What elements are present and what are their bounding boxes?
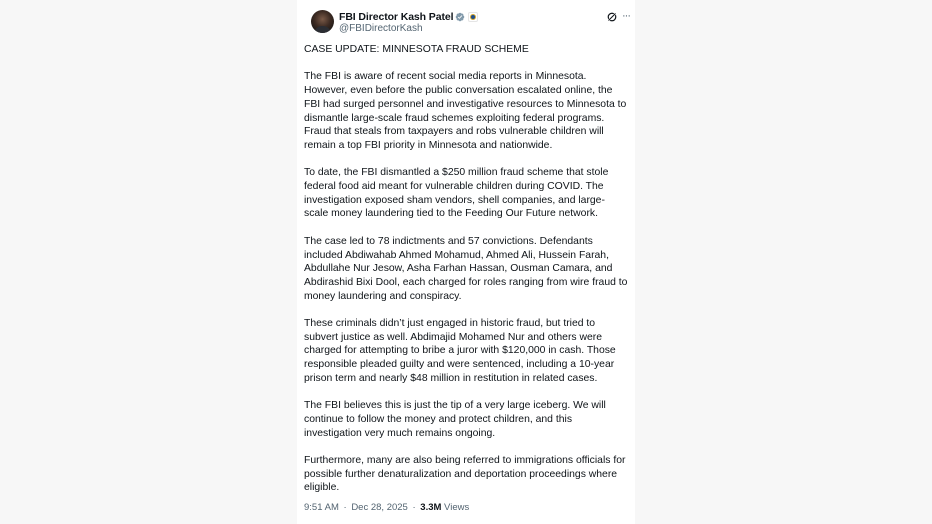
tweet-header [304, 0, 628, 40]
tweet-paragraph: The case led to 78 indictments and 57 convictions. Defendants included Abdiwahab Ahmed Mohamud, Ahmed Ali, Hussein Farah, Abdullahe Nur Jesow, Asha Farhan Hassan, Ousman Camara, and Abdirashid Bixi Dool, each charged for roles ranging from wire fraud to money laundering and conspiracy. [304, 235, 628, 302]
views-label: Views [444, 502, 470, 513]
fbi-seal-badge-icon[interactable] [468, 12, 478, 22]
tweet-paragraph: Furthermore, many are also being referred to immigrations officials for possible further denaturalization and deportation proceedings where eligible. [304, 455, 626, 494]
tweet-paragraph: The FBI is aware of recent social media reports in Minnesota. However, even before the public conversation escalated online, the FBI had surged personnel and investigative resources to Minnesota to dismantle large-scale fraud schemes exploiting federal programs. Fraud that steals from taxpayers and robs vulnerable children will remain a top FBI priority in Minnesota and nationwide. [304, 71, 627, 151]
views-count[interactable]: 3.3M [420, 502, 442, 513]
tweet-meta [304, 502, 469, 513]
grok-icon[interactable] [606, 11, 618, 23]
author-display-name[interactable]: FBI Director Kash Patel [339, 10, 454, 23]
verified-badge-icon [455, 12, 465, 22]
tweet-paragraph: The FBI believes this is just the tip of a very large iceberg. We will continue to follow the money and protect children, and this investigation very much remains ongoing. [304, 400, 606, 439]
tweet-date[interactable]: Dec 28, 2025 [351, 502, 408, 513]
avatar[interactable] [311, 10, 334, 33]
tweet-card [297, 0, 635, 524]
name-row [339, 10, 478, 23]
tweet-title: CASE UPDATE: MINNESOTA FRAUD SCHEME [304, 44, 529, 55]
separator: · [343, 502, 347, 513]
tweet-paragraph: These criminals didn’t just engaged in historic fraud, but tried to subvert justice as well. Abdimajid Mohamed Nur and others were charged for attempting to bribe a juror with $120,000 in cash. Those responsible pleaded guilty and were sentenced, including a 10-year prison term and nearly $48 million in restitution in related cases. [304, 318, 616, 384]
tweet-paragraph: To date, the FBI dismantled a $250 million fraud scheme that stole federal food aid meant for vulnerable children during COVID. The investigation exposed sham vendors, shell companies, and large-scale money laundering tied to the Feeding Our Future network. [304, 167, 609, 220]
separator: · [412, 502, 416, 513]
author-info [339, 10, 478, 34]
more-options-icon[interactable]: ··· [622, 10, 630, 22]
tweet-time[interactable]: 9:51 AM [304, 502, 339, 513]
author-handle[interactable]: @FBIDirectorKash [339, 23, 423, 34]
tweet-text [304, 43, 628, 495]
